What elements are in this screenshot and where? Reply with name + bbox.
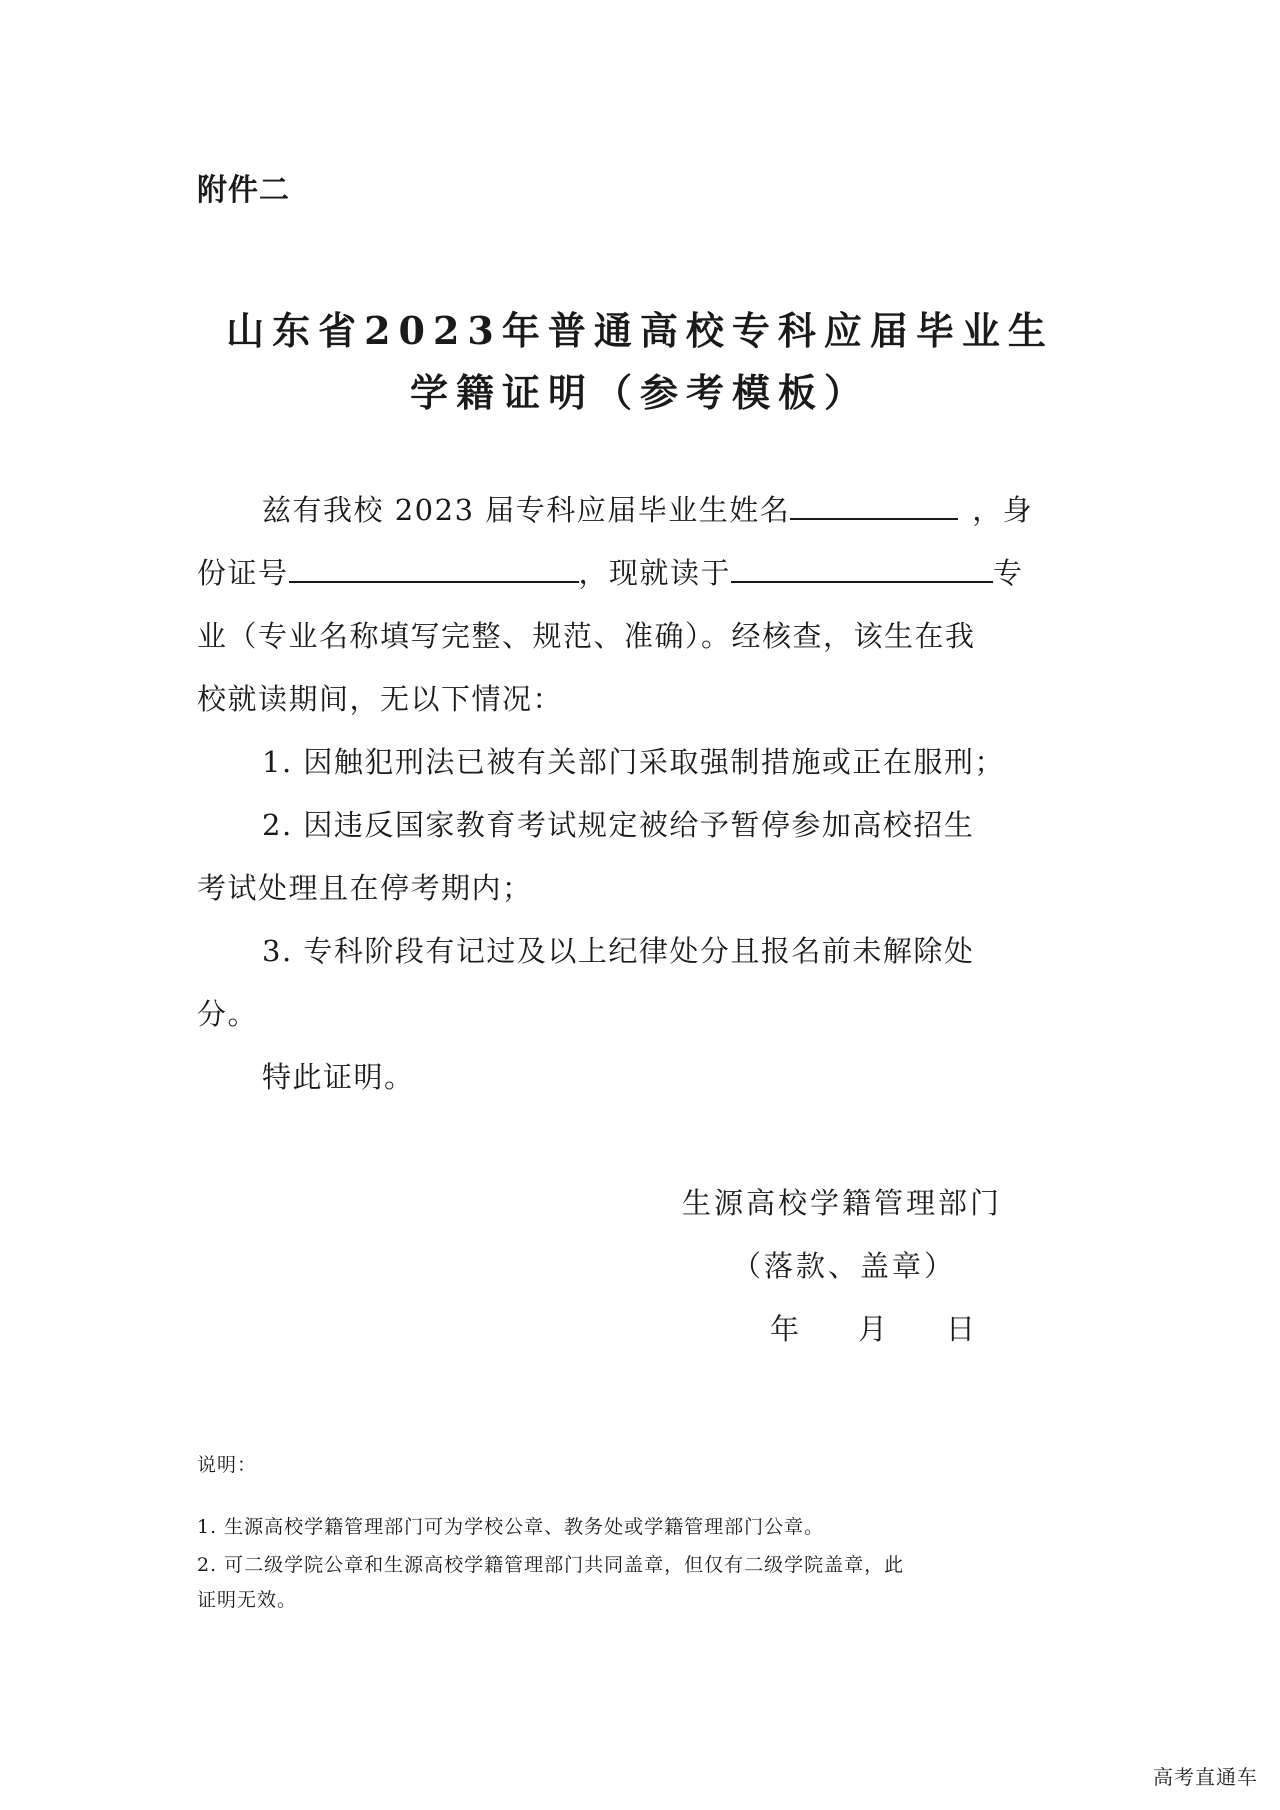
notes-heading: 说明： bbox=[197, 1454, 258, 1476]
body-text: 份证号 bbox=[197, 556, 289, 590]
body-line-2 bbox=[197, 551, 1024, 592]
closing-text: 特此证明。 bbox=[262, 1060, 415, 1094]
id-number-blank[interactable] bbox=[289, 557, 579, 583]
name-blank[interactable] bbox=[790, 494, 958, 520]
body-line-4: 校就读期间，无以下情况： bbox=[197, 682, 564, 716]
condition-item-2: 2. 因违反国家教育考试规定被给予暂停参加高校招生 bbox=[262, 808, 975, 842]
document-title-line2: 学籍证明（参考模板） bbox=[409, 370, 870, 415]
major-blank[interactable] bbox=[731, 557, 993, 583]
signature-department: 生源高校学籍管理部门 bbox=[682, 1186, 1003, 1220]
body-text: 专 bbox=[993, 556, 1024, 590]
date-day: 日 bbox=[946, 1312, 979, 1346]
condition-item-3-cont: 分。 bbox=[197, 997, 259, 1031]
signature-stamp: （落款、盖章） bbox=[732, 1249, 957, 1283]
condition-item-3: 3. 专科阶段有记过及以上纪律处分且报名前未解除处 bbox=[262, 934, 975, 968]
date-month: 月 bbox=[858, 1312, 891, 1346]
note-item-2: 2. 可二级学院公章和生源高校学籍管理部门共同盖章，但仅有二级学院盖章，此 bbox=[197, 1554, 905, 1576]
body-text: 兹有我校 2023 届专科应届毕业生姓名 bbox=[262, 493, 791, 527]
watermark-text: 高考直通车 bbox=[1153, 1765, 1258, 1789]
document-title-line1: 山东省2023年普通高校专科应届毕业生 bbox=[226, 308, 1054, 353]
condition-item-1: 1. 因触犯刑法已被有关部门采取强制措施或正在服刑； bbox=[262, 745, 1005, 779]
condition-item-2-cont: 考试处理且在停考期内； bbox=[197, 871, 533, 905]
note-item-2-cont: 证明无效。 bbox=[197, 1589, 298, 1611]
signature-date bbox=[770, 1307, 978, 1348]
note-item-1: 1. 生源高校学籍管理部门可为学校公章、教务处或学籍管理部门公章。 bbox=[197, 1516, 825, 1538]
body-text: ，现就读于 bbox=[578, 556, 732, 590]
attachment-label: 附件二 bbox=[197, 173, 290, 208]
body-line-3: 业（专业名称填写完整、规范、准确）。经核查，该生在我 bbox=[197, 619, 976, 653]
date-year: 年 bbox=[770, 1312, 803, 1346]
body-line-1 bbox=[262, 488, 1033, 529]
body-text: ，身 bbox=[972, 493, 1034, 527]
